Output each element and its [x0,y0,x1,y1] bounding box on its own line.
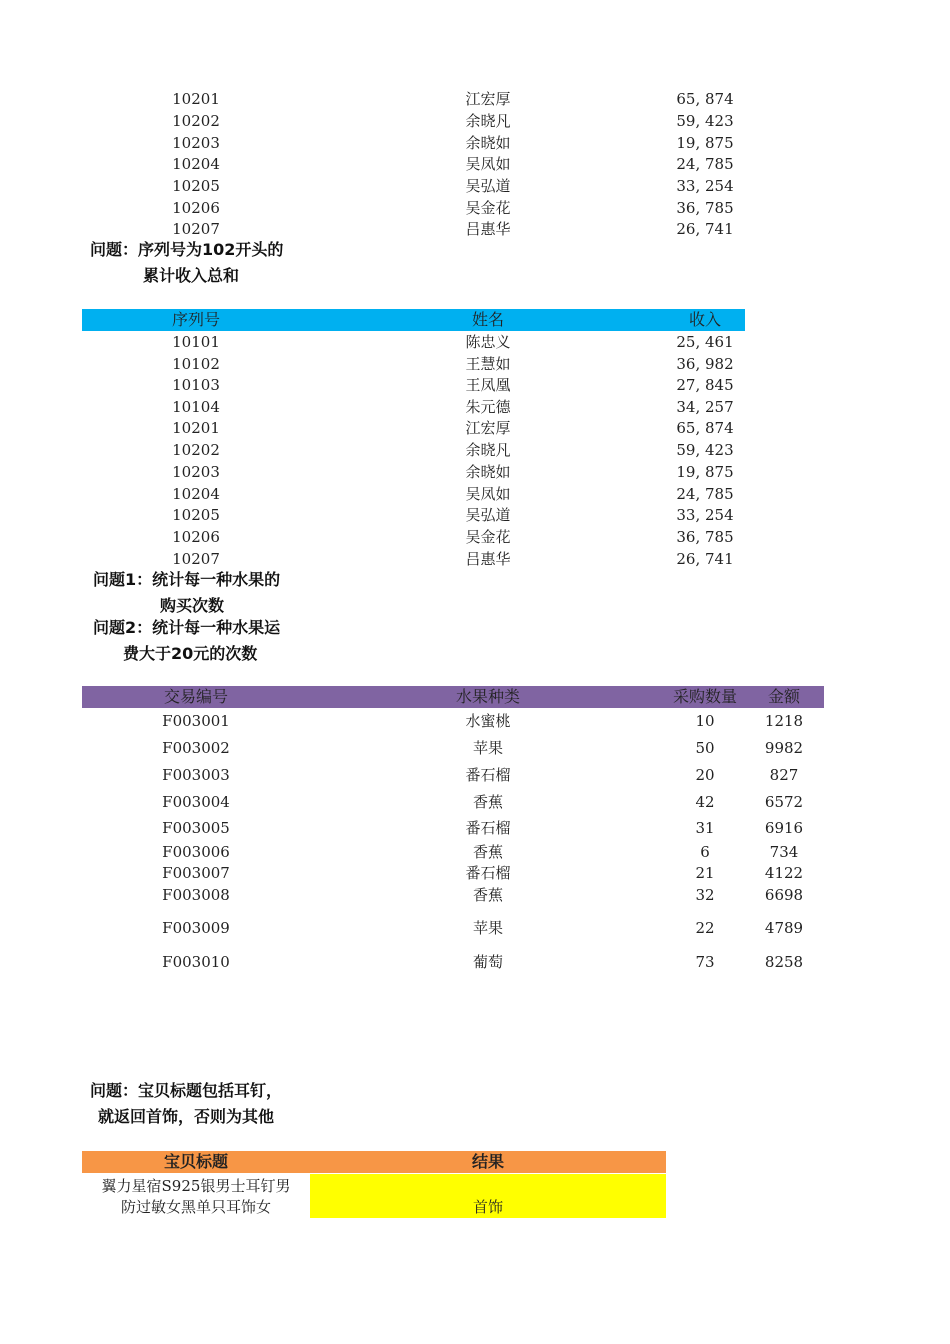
name-cell: 余晓凡 [465,112,511,130]
transaction-id-cell: F003001 [162,712,230,730]
table-row [0,418,950,440]
header-result: 结果 [471,1152,504,1171]
amount-cell: 8258 [764,953,804,971]
table-row [0,738,950,760]
table-row [0,176,950,198]
amount-cell: 4789 [764,919,804,937]
name-cell: 吴弘道 [465,506,511,524]
income-cell: 65, 874 [676,419,734,437]
serial-cell: 10103 [172,376,220,394]
table-row [0,397,950,419]
income-cell: 26, 741 [676,220,734,238]
serial-cell: 10206 [172,199,220,217]
serial-cell: 10204 [172,485,220,503]
table-row [0,440,950,462]
header-fruit-type: 水果种类 [455,687,520,706]
table-row [0,375,950,397]
fruit-table-header [82,686,824,708]
amount-cell: 734 [769,843,799,861]
income-cell: 26, 741 [676,550,734,568]
income-cell: 24, 785 [676,485,734,503]
transaction-id-cell: F003003 [162,766,230,784]
serial-cell: 10206 [172,528,220,546]
fruit-cell: 葡萄 [472,953,503,971]
table-row [0,885,950,907]
serial-cell: 10207 [172,220,220,238]
fruit-cell: 水蜜桃 [465,712,511,730]
table-row [0,111,950,133]
header-amount: 金额 [767,687,800,706]
question-earring-title: 问题：宝贝标题包括耳钉， [90,1081,283,1100]
amount-cell: 827 [769,766,799,784]
income-cell: 36, 982 [676,355,734,373]
income-table-header [82,309,745,331]
header-name: 姓名 [471,310,504,329]
question-fruit-count-line2: 购买次数 [160,596,225,615]
fruit-cell: 香蕉 [472,886,503,904]
amount-cell: 4122 [764,864,804,882]
transaction-id-cell: F003002 [162,739,230,757]
income-cell: 24, 785 [676,155,734,173]
question-fruit-freight-line2: 费大于20元的次数 [123,644,258,663]
transaction-id-cell: F003008 [162,886,230,904]
name-cell: 吴金花 [465,528,511,546]
income-cell: 33, 254 [676,177,734,195]
table-row [0,527,950,549]
serial-cell: 10201 [172,90,220,108]
name-cell: 王凤凰 [465,376,511,394]
transaction-id-cell: F003009 [162,919,230,937]
name-cell: 江宏厚 [465,90,511,108]
header-serial: 序列号 [171,310,220,329]
table-row [0,505,950,527]
header-transaction-id: 交易编号 [163,687,228,706]
serial-cell: 10201 [172,419,220,437]
serial-cell: 10207 [172,550,220,568]
income-cell: 19, 875 [676,463,734,481]
quantity-cell: 22 [695,919,715,937]
serial-cell: 10104 [172,398,220,416]
fruit-cell: 苹果 [472,919,503,937]
fruit-cell: 香蕉 [472,793,503,811]
transaction-id-cell: F003005 [162,819,230,837]
serial-cell: 10202 [172,112,220,130]
quantity-cell: 32 [695,886,715,904]
income-cell: 25, 461 [676,333,734,351]
question-serial-102-line2: 累计收入总和 [143,266,240,285]
serial-cell: 10203 [172,134,220,152]
amount-cell: 1218 [764,712,804,730]
name-cell: 吴凤如 [465,155,511,173]
serial-cell: 10203 [172,463,220,481]
amount-cell: 6698 [764,886,804,904]
table-row [0,154,950,176]
income-cell: 36, 785 [676,528,734,546]
income-cell: 59, 423 [676,441,734,459]
product-title-line1: 翼力星宿S925银男士耳钉男 [101,1177,291,1195]
quantity-cell: 42 [695,793,715,811]
table-row [0,89,950,111]
name-cell: 余晓如 [465,134,511,152]
income-cell: 27, 845 [676,376,734,394]
name-cell: 吴金花 [465,199,511,217]
quantity-cell: 73 [695,953,715,971]
name-cell: 吴凤如 [465,485,511,503]
amount-cell: 6572 [764,793,804,811]
table-row [0,711,950,733]
serial-cell: 10205 [172,506,220,524]
header-quantity: 采购数量 [672,687,737,706]
table-row [0,198,950,220]
name-cell: 江宏厚 [465,419,511,437]
quantity-cell: 21 [695,864,715,882]
name-cell: 王慧如 [465,355,511,373]
quantity-cell: 31 [695,819,715,837]
serial-cell: 10204 [172,155,220,173]
name-cell: 吕惠华 [465,220,511,238]
serial-cell: 10102 [172,355,220,373]
transaction-id-cell: F003006 [162,843,230,861]
transaction-id-cell: F003004 [162,793,230,811]
quantity-cell: 6 [700,843,710,861]
name-cell: 朱元德 [465,398,511,416]
transaction-id-cell: F003010 [162,953,230,971]
fruit-cell: 番石榴 [465,864,511,882]
amount-cell: 9982 [764,739,804,757]
question-fruit-freight: 问题2：统计每一种水果运 [93,618,281,637]
table-row [0,863,950,885]
fruit-cell: 番石榴 [465,766,511,784]
income-cell: 65, 874 [676,90,734,108]
fruit-cell: 番石榴 [465,819,511,837]
quantity-cell: 50 [695,739,715,757]
question-serial-102: 问题：序列号为102开头的 [90,240,284,259]
table-row [0,792,950,814]
fruit-cell: 香蕉 [472,843,503,861]
income-cell: 36, 785 [676,199,734,217]
serial-cell: 10101 [172,333,220,351]
quantity-cell: 20 [695,766,715,784]
income-cell: 59, 423 [676,112,734,130]
table-row [0,462,950,484]
product-title-line2: 防过敏女黑单只耳饰女 [120,1198,271,1216]
transaction-id-cell: F003007 [162,864,230,882]
table-row [0,918,950,940]
table-row [0,818,950,840]
quantity-cell: 10 [695,712,715,730]
result-cell: 首饰 [472,1198,503,1216]
name-cell: 余晓凡 [465,441,511,459]
name-cell: 余晓如 [465,463,511,481]
question-earring-title-line2: 就返回首饰，否则为其他 [98,1107,275,1126]
table-row [0,842,950,864]
header-income: 收入 [688,310,721,329]
question-fruit-count: 问题1：统计每一种水果的 [93,570,281,589]
table-row [0,765,950,787]
amount-cell: 6916 [764,819,804,837]
name-cell: 吕惠华 [465,550,511,568]
table-row [0,484,950,506]
serial-cell: 10205 [172,177,220,195]
income-cell: 19, 875 [676,134,734,152]
name-cell: 陈忠义 [465,333,511,351]
table-row [0,354,950,376]
table-row [0,332,950,354]
income-cell: 34, 257 [676,398,734,416]
serial-cell: 10202 [172,441,220,459]
income-cell: 33, 254 [676,506,734,524]
table-row [0,952,950,974]
fruit-cell: 苹果 [472,739,503,757]
table-row [0,133,950,155]
product-table-header [82,1151,666,1173]
header-product-title: 宝贝标题 [163,1152,228,1171]
name-cell: 吴弘道 [465,177,511,195]
